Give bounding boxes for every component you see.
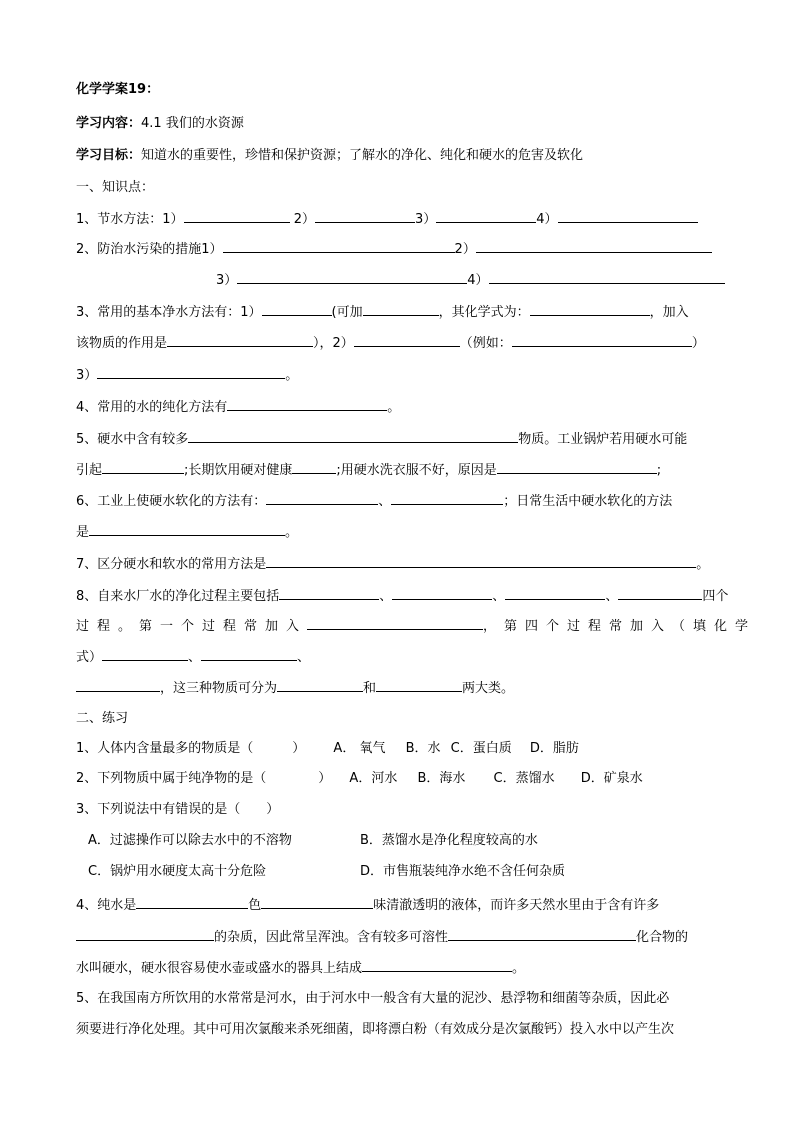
q6-text-a: 6、工业上使硬水软化的方法有： — [76, 494, 267, 509]
p4-text-g: 。 — [512, 961, 526, 976]
p1-option-d[interactable]: D．脂肪 — [529, 741, 579, 756]
q8-text-l: 两大类。 — [462, 681, 515, 696]
p4-blank-2[interactable] — [261, 896, 373, 909]
goal-value: 知道水的重要性，珍惜和保护资源；了解水的净化、纯化和硬水的危害及软化 — [141, 148, 584, 163]
q3-text-c: ，其化学式为： — [438, 305, 530, 320]
p1-option-a[interactable]: A． 氧气 — [333, 741, 386, 756]
q6-text-b: 、 — [378, 494, 392, 509]
q6-line-1 — [76, 492, 672, 510]
q7-line — [76, 555, 709, 573]
q1-text-c: 3） — [414, 212, 437, 227]
worksheet-title: 化学学案19： — [76, 82, 160, 97]
q5-text-a: 5、硬水中含有较多 — [76, 432, 189, 447]
q8-text-sep: 、 — [605, 589, 619, 604]
q3-text-d: ，加入 — [649, 305, 689, 320]
p2-option-a[interactable]: A．河水 — [349, 771, 398, 786]
q1-blank-4[interactable] — [558, 210, 698, 223]
p4-line-2 — [76, 928, 688, 946]
q7-blank-1[interactable] — [266, 555, 696, 568]
goal-label: 学习目标： — [76, 148, 142, 163]
q4-text-b: 。 — [387, 400, 401, 415]
q2-text-b: 2） — [454, 242, 476, 257]
section2-heading: 二、练习 — [76, 711, 129, 726]
q1-blank-2[interactable] — [315, 210, 415, 223]
p3-options-row-2 — [88, 864, 565, 880]
q3-blank-6[interactable] — [512, 334, 692, 347]
q3-blank-2[interactable] — [363, 303, 439, 316]
p1-line — [76, 741, 579, 757]
p1-question: 1、人体内含量最多的物质是（ ） — [76, 741, 306, 756]
q2-line-1 — [76, 240, 712, 258]
q2-text-d: 4） — [467, 273, 489, 288]
section1-heading: 一、知识点： — [76, 180, 155, 195]
q2-text-a: 2、防治水污染的措施1） — [76, 242, 223, 257]
q5-text-c: 引起 — [76, 463, 103, 478]
q2-blank-3[interactable] — [237, 271, 467, 284]
q7-text-a: 7、区分硬水和软水的常用方法是 — [76, 557, 267, 572]
q8-blank-5[interactable] — [307, 617, 483, 630]
q5-blank-4[interactable] — [497, 461, 657, 474]
q2-blank-4[interactable] — [489, 271, 725, 284]
q1-blank-3[interactable] — [436, 210, 536, 223]
q8-text-g: 式） — [76, 650, 103, 665]
q3-blank-5[interactable] — [354, 334, 460, 347]
q8-blank-10[interactable] — [376, 679, 462, 692]
q8-text-i: 、 — [297, 650, 311, 665]
q3-line-3 — [76, 366, 298, 384]
p4-line-1 — [76, 896, 659, 914]
content-value: 4.1 我们的水资源 — [141, 116, 244, 131]
q5-blank-1[interactable] — [188, 430, 518, 443]
q8-blank-1[interactable] — [279, 587, 379, 600]
q4-text-a: 4、常用的水的纯化方法有 — [76, 400, 228, 415]
q5-blank-3[interactable] — [292, 461, 336, 474]
q2-line-2 — [216, 271, 725, 289]
content-label: 学习内容： — [76, 116, 142, 131]
q2-blank-1[interactable] — [223, 240, 455, 253]
q4-line — [76, 398, 400, 416]
q8-blank-4[interactable] — [618, 587, 702, 600]
q6-blank-3[interactable] — [89, 523, 285, 536]
q8-line-4 — [76, 679, 514, 697]
p4-blank-1[interactable] — [136, 896, 248, 909]
p5-line-2: 须要进行净化处理。其中可用次氯酸来杀死细菌，即将漂白粉（有效成分是次氯酸钙）投入水中以产生次 — [76, 1022, 675, 1037]
p2-option-b[interactable]: B．海水 — [417, 771, 466, 786]
q6-blank-2[interactable] — [391, 492, 503, 505]
q8-text-h: 、 — [188, 650, 202, 665]
p4-line-3 — [76, 959, 525, 977]
q2-blank-2[interactable] — [476, 240, 712, 253]
p3-option-b[interactable]: B．蒸馏水是净化程度较高的水 — [360, 833, 538, 848]
q3-blank-1[interactable] — [262, 303, 332, 316]
q8-blank-7[interactable] — [201, 648, 297, 661]
learning-content — [76, 116, 244, 132]
q1-text-d: 4） — [536, 212, 558, 227]
q8-line-3 — [76, 648, 310, 666]
q8-text-e: 过程。第一个过程常加入 — [76, 619, 308, 634]
p4-blank-3[interactable] — [76, 928, 214, 941]
q3-line-1 — [76, 303, 689, 321]
p4-text-b: 色 — [248, 898, 262, 913]
q6-blank-1[interactable] — [266, 492, 378, 505]
q2-text-c: 3） — [216, 273, 238, 288]
q5-text-d: ;长期饮用硬对健康 — [184, 463, 293, 478]
p4-blank-5[interactable] — [362, 959, 512, 972]
learning-goal — [76, 148, 583, 164]
p2-option-d[interactable]: D．矿泉水 — [580, 771, 643, 786]
q8-line-1 — [76, 587, 728, 605]
q8-text-j: ，这三种物质可分为 — [160, 681, 278, 696]
p3-options-row-1 — [88, 833, 538, 849]
q3-text-e: 该物质的作用是 — [76, 336, 168, 351]
p2-option-c[interactable]: C．蒸馏水 — [493, 771, 555, 786]
p1-option-b[interactable]: B．水 — [405, 741, 441, 756]
q5-text-e: ;用硬水洗衣服不好，原因是 — [336, 463, 497, 478]
q8-blank-9[interactable] — [277, 679, 363, 692]
q8-text-k: 和 — [363, 681, 377, 696]
p3-option-d[interactable]: D．市售瓶装纯净水绝不含任何杂质 — [360, 864, 566, 879]
q1-blank-1[interactable] — [184, 210, 290, 223]
q3-blank-3[interactable] — [530, 303, 650, 316]
q6-text-e: 。 — [285, 525, 299, 540]
q5-blank-2[interactable] — [102, 461, 184, 474]
p2-line — [76, 771, 643, 787]
p4-blank-4[interactable] — [448, 928, 636, 941]
q3-text-b: (可加 — [331, 305, 363, 320]
p1-option-c[interactable]: C．蛋白质 — [450, 741, 512, 756]
q3-line-2 — [76, 334, 705, 352]
p5-line-1: 5、在我国南方所饮用的水常常是河水，由于河水中一般含有大量的泥沙、悬浮物和细菌等杂质，因此必 — [76, 991, 670, 1006]
p3-question: 3、下列说法中有错误的是（ ） — [76, 802, 280, 817]
q8-blank-3[interactable] — [505, 587, 605, 600]
p4-text-a: 4、纯水是 — [76, 898, 137, 913]
q3-text-h: ） — [691, 336, 705, 351]
q8-blank-2[interactable] — [392, 587, 492, 600]
p4-text-f: 水叫硬水，硬水很容易使水壶或盛水的器具上结成 — [76, 961, 363, 976]
q8-text-a: 8、自来水厂水的净化过程主要包括 — [76, 589, 280, 604]
q3-text-i: 3） — [76, 368, 98, 383]
q3-text-g: （例如： — [459, 336, 512, 351]
p4-text-c: 味清澈透明的液体，而许多天然水里由于含有许多 — [373, 898, 660, 913]
q6-text-c: ；日常生活中硬水软化的方法 — [503, 494, 673, 509]
q5-line-1 — [76, 430, 687, 448]
q8-text-c: 、 — [492, 589, 506, 604]
q8-blank-6[interactable] — [102, 648, 188, 661]
q5-line-2 — [76, 461, 661, 479]
q1-text-b: 2） — [293, 212, 315, 227]
p2-question: 2、下列物质中属于纯净物的是（ ） — [76, 771, 332, 786]
q6-text-d: 是 — [76, 525, 90, 540]
q1-line — [76, 210, 698, 228]
q8-line-2 — [76, 617, 756, 635]
p3-option-a[interactable]: A．过滤操作可以除去水中的不溶物 — [88, 833, 292, 848]
q3-blank-4[interactable] — [167, 334, 313, 347]
q8-text-d: 四个 — [702, 589, 729, 604]
q3-blank-7[interactable] — [97, 366, 285, 379]
q8-blank-8[interactable] — [76, 679, 160, 692]
q8-text-f: ，第四个过程常加入（填化学 — [483, 619, 757, 634]
q3-text-a: 3、常用的基本净水方法有：1） — [76, 305, 262, 320]
q8-text-b: 、 — [379, 589, 393, 604]
q1-text-a: 1、节水方法：1） — [76, 212, 184, 227]
p4-text-e: 化合物的 — [636, 930, 689, 945]
q5-text-b: 物质。工业锅炉若用硬水可能 — [518, 432, 688, 447]
q3-text-j: 。 — [285, 368, 299, 383]
q7-text-b: 。 — [696, 557, 710, 572]
q3-text-f: ），2） — [313, 336, 354, 351]
p3-option-c[interactable]: C．锅炉用水硬度太高十分危险 — [88, 864, 267, 879]
q5-text-f: ; — [656, 463, 662, 478]
q6-line-2 — [76, 523, 298, 541]
p4-text-d: 的杂质，因此常呈浑浊。含有较多可溶性 — [214, 930, 449, 945]
q4-blank-1[interactable] — [227, 398, 387, 411]
